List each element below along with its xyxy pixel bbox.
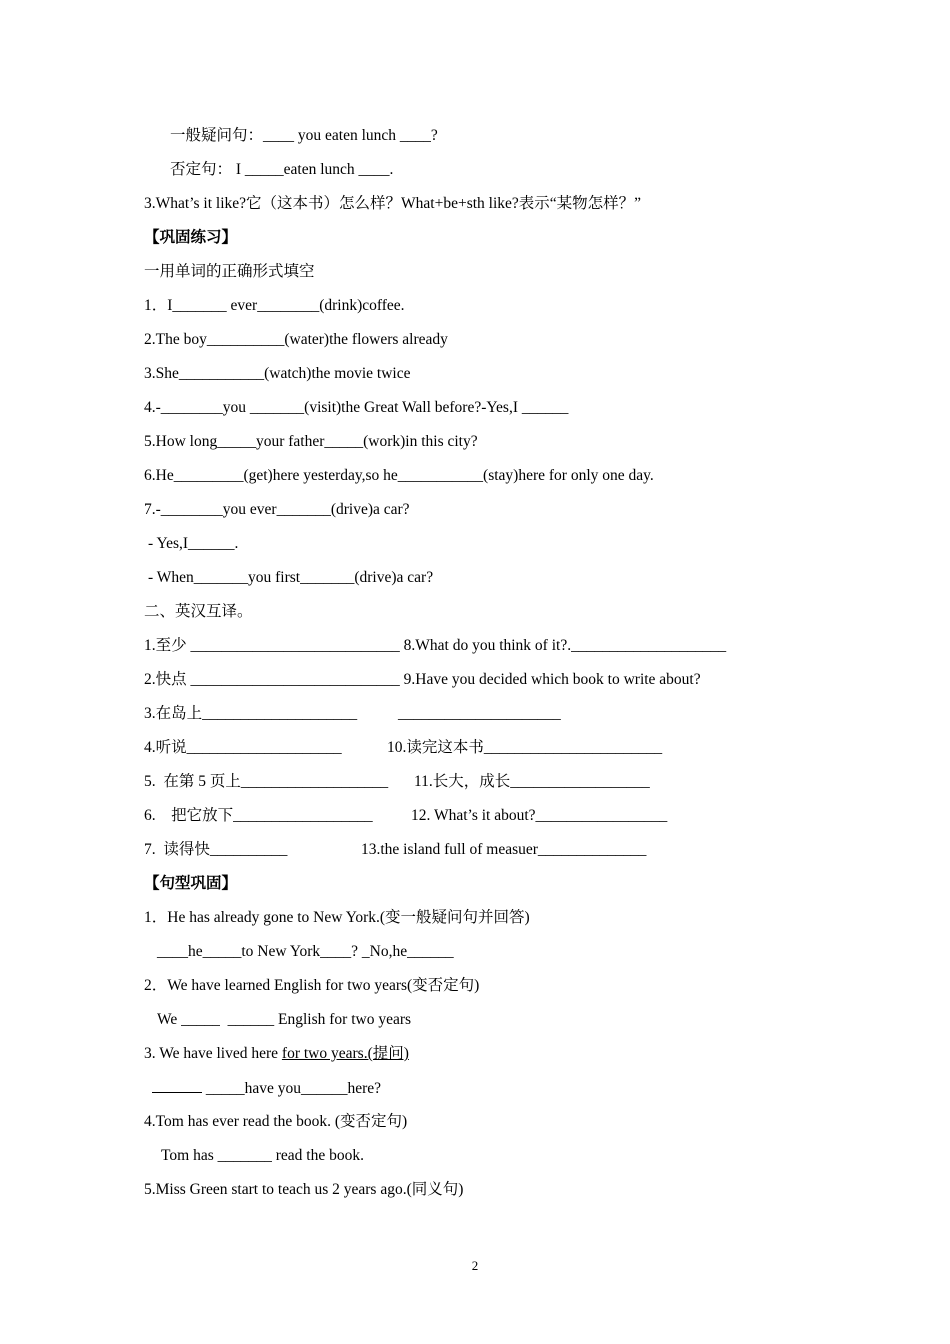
text-line: 一用单词的正确形式填空 xyxy=(144,263,315,280)
exercise-item: 7.-________you ever_______(drive)a car? xyxy=(144,501,410,518)
translation-item: 3.在岛上____________________ xyxy=(144,705,358,722)
translation-item: 7. 读得快__________ xyxy=(144,841,288,858)
page-number: 2 xyxy=(471,1258,479,1273)
section-heading: 二、英汉互译。 xyxy=(144,603,253,620)
underlined-phrase: for two years.(提问) xyxy=(281,1045,409,1062)
exercise-item: 2.The boy__________(water)the flowers already xyxy=(144,331,448,348)
sentence-item: 5.Miss Green start to teach us 2 years ago.(同义句) xyxy=(144,1181,464,1198)
translation-item: 12. What’s it about?_________________ xyxy=(411,807,668,824)
text-line: 3.What’s it like?它（这本书）怎么样？What+be+sth like?表示“某物怎样？” xyxy=(144,195,642,212)
exercise-item: 1．I_______ ever________(drink)coffee. xyxy=(144,297,405,314)
text-line: 一般疑问句：____ you eaten lunch ____? xyxy=(170,127,438,144)
translation-item: 2.快点 ___________________________ 9.Have you decided which book to write about? xyxy=(144,671,701,688)
sentence-text: _____have you______here? xyxy=(205,1080,382,1097)
translation-item: 6. 把它放下__________________ xyxy=(144,807,373,824)
sentence-item xyxy=(144,1044,409,1064)
sentence-item: We _____ ______ English for two years xyxy=(157,1011,412,1028)
translation-item: 11.长大，成长__________________ xyxy=(414,773,650,790)
translation-item: _____________________ xyxy=(398,705,561,722)
exercise-item: 5.How long_____your father_____(work)in this city? xyxy=(144,433,478,450)
sentence-prefix: 3. We have lived here xyxy=(144,1045,282,1062)
sentence-item: 1．He has already gone to New York.(变一般疑问句并回答) xyxy=(144,909,530,926)
translation-item: 10.读完这本书_______________________ xyxy=(387,739,663,756)
translation-item: 4.听说____________________ xyxy=(144,739,342,756)
sentence-item: 2．We have learned English for two years(变否定句) xyxy=(144,977,480,994)
section-heading: 【巩固练习】 xyxy=(144,229,238,246)
exercise-item: 6.He_________(get)here yesterday,so he___________(stay)here for only one day. xyxy=(144,467,654,484)
exercise-item: - When_______you first_______(drive)a car? xyxy=(148,569,434,586)
answer-blank xyxy=(152,1078,202,1093)
translation-item: 1.至少 ___________________________ 8.What do you think of it?.____________________ xyxy=(144,637,727,654)
sentence-item: ____he_____to New York____? _No,he______ xyxy=(157,943,454,960)
translation-item: 5. 在第 5 页上___________________ xyxy=(144,773,389,790)
sentence-item xyxy=(152,1078,381,1099)
sentence-item: Tom has _______ read the book. xyxy=(161,1147,364,1164)
exercise-item: 4.-________you _______(visit)the Great Wall before?-Yes,I ______ xyxy=(144,399,569,416)
sentence-item: 4.Tom has ever read the book. (变否定句) xyxy=(144,1113,408,1130)
translation-item: 13.the island full of measuer______________ xyxy=(361,841,647,858)
exercise-item: 3.She___________(watch)the movie twice xyxy=(144,365,411,382)
section-heading: 【句型巩固】 xyxy=(144,875,238,892)
exercise-item: - Yes,I______. xyxy=(148,535,239,552)
text-line: 否定句： I _____eaten lunch ____. xyxy=(170,161,394,178)
